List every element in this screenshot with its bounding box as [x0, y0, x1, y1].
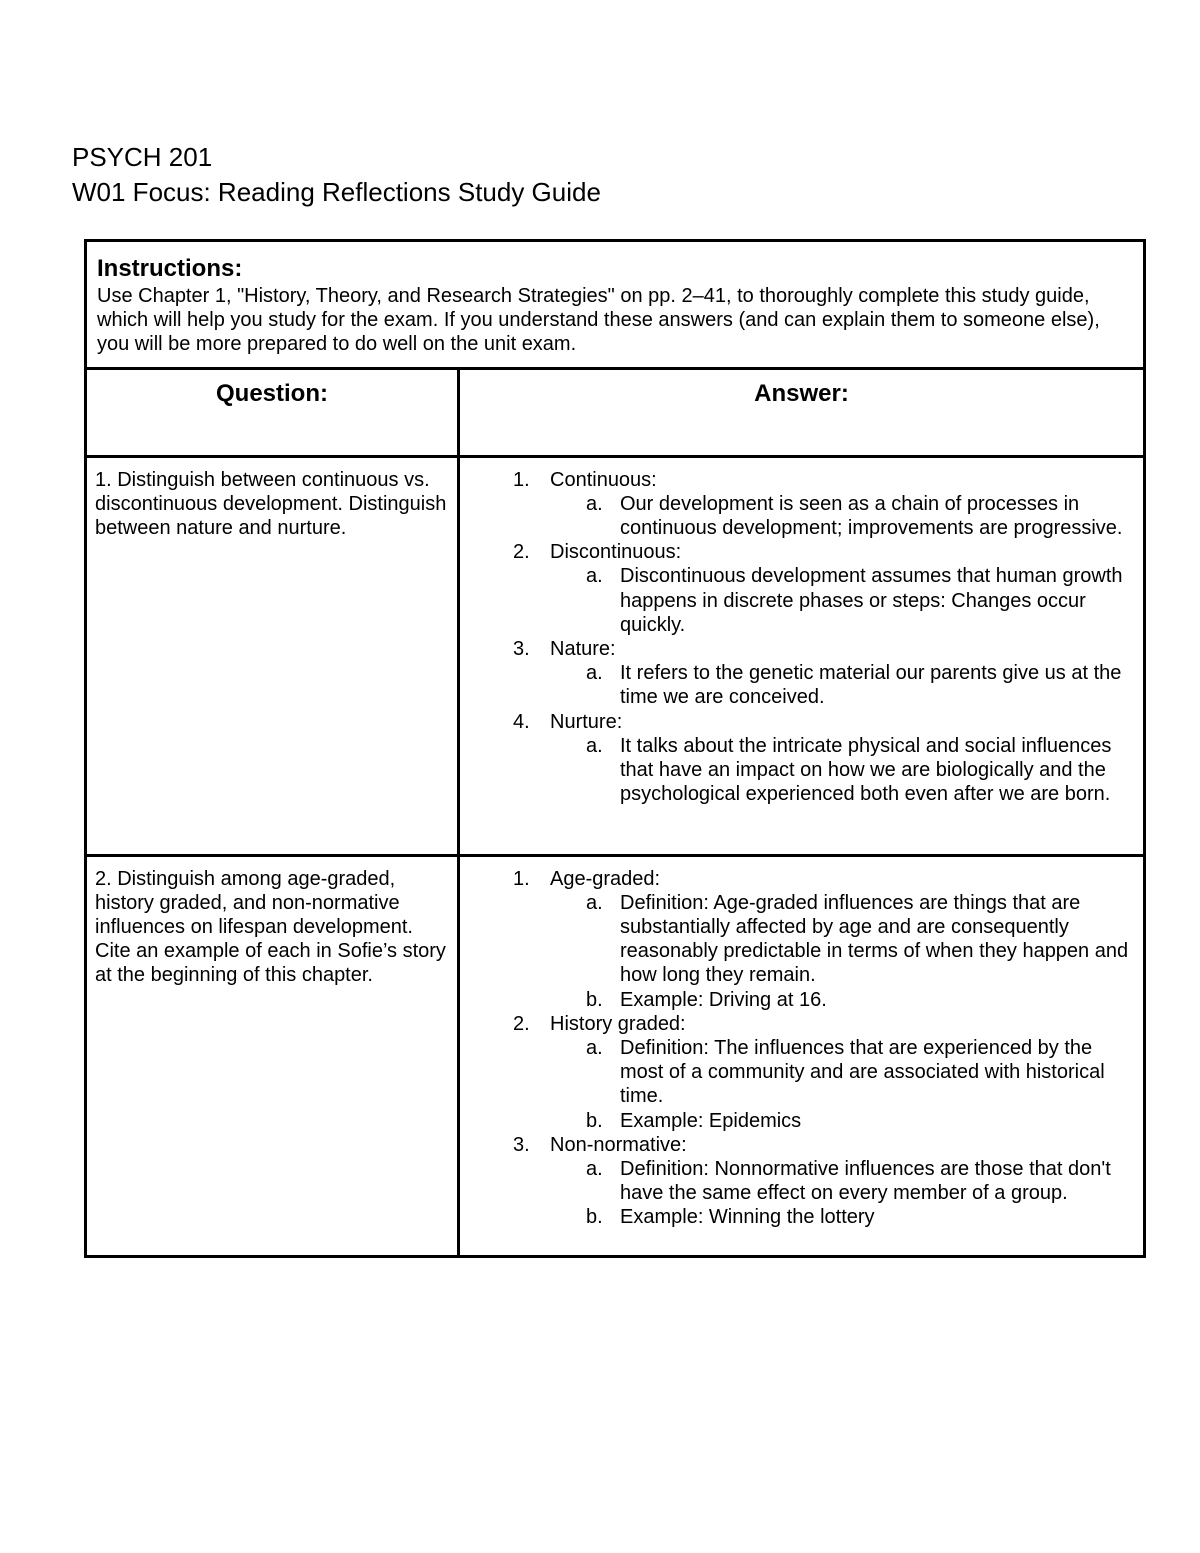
answer-cell	[459, 456, 1145, 855]
answer-cell	[459, 855, 1145, 1256]
answer-label: History graded:	[550, 1012, 686, 1035]
course-code: PSYCH 201	[72, 142, 213, 172]
sub-text: Definition: The influences that are experienced by the most of a community and are associated with historical time.	[620, 1037, 1105, 1108]
sub-text: It refers to the genetic material our parents give us at the time we are conceived.	[620, 662, 1122, 709]
answer-column-header: Answer:	[459, 368, 1145, 456]
list-marker: 1.	[513, 867, 530, 890]
sub-text: Example: Epidemics	[620, 1109, 802, 1132]
sub-item	[550, 1157, 1133, 1205]
list-marker: 3.	[513, 638, 530, 661]
sub-item	[550, 1109, 1133, 1133]
list-marker: 4.	[513, 710, 530, 733]
sub-list	[550, 891, 1133, 1012]
sub-marker: b.	[586, 1206, 603, 1229]
answer-label: Continuous:	[550, 468, 657, 491]
instructions-text: Use Chapter 1, "History, Theory, and Research Strategies" on pp. 2–41, to thoroughly complete this study guide, which will help you study for the exam. If you understand these answers (and can explain them to someone else), you will be more prepared to do well on the unit exam.	[97, 285, 1100, 356]
answer-list	[468, 468, 1133, 807]
sub-marker: a.	[586, 1037, 603, 1060]
sub-marker: a.	[586, 1158, 603, 1181]
instructions-row	[86, 241, 1145, 369]
answer-item	[468, 468, 1133, 541]
sub-marker: a.	[586, 891, 603, 914]
answer-label: Nature:	[550, 638, 616, 661]
sub-text: Example: Winning the lottery	[620, 1206, 875, 1229]
sub-item	[550, 1205, 1133, 1229]
sub-marker: a.	[586, 565, 603, 588]
sub-list	[550, 1157, 1133, 1230]
sub-marker: b.	[586, 1109, 603, 1132]
list-marker: 2.	[513, 541, 530, 564]
sub-text: Definition: Age-graded influences are things that are substantially affected by age and are consequently reasonably predictable in terms of when they happen and how long they remain.	[620, 891, 1129, 987]
sub-list	[550, 492, 1133, 540]
answer-label: Discontinuous:	[550, 541, 682, 564]
sub-item	[550, 891, 1133, 988]
sub-text: Example: Driving at 16.	[620, 988, 827, 1011]
answer-label: Age-graded:	[550, 867, 661, 890]
sub-marker: a.	[586, 734, 603, 757]
list-marker: 1.	[513, 468, 530, 491]
instructions-heading: Instructions:	[97, 255, 243, 282]
sub-marker: b.	[586, 988, 603, 1011]
sub-list	[550, 661, 1133, 709]
sub-item	[550, 1036, 1133, 1109]
answer-item	[468, 1133, 1133, 1230]
table-row	[86, 855, 1145, 1256]
list-marker: 2.	[513, 1012, 530, 1035]
answer-item	[468, 637, 1133, 710]
question-cell: 2. Distinguish among age-graded, history graded, and non-normative influences on lifespan development. Cite an example of each in Sofie’s story at the beginning of this chapter.	[86, 855, 459, 1256]
column-header-row	[86, 368, 1145, 456]
sub-text: It talks about the intricate physical and social influences that have an impact on how we are biologically and the psychological experienced both even after we are born.	[620, 734, 1112, 806]
answer-item	[468, 1012, 1133, 1133]
instructions-cell	[86, 241, 1145, 369]
document-header	[72, 140, 601, 210]
sub-text: Our development is seen as a chain of processes in continuous development; improvements are progressive.	[620, 492, 1123, 540]
answer-item	[468, 540, 1133, 637]
sub-item	[550, 492, 1133, 540]
answer-item	[468, 710, 1133, 807]
sub-text: Discontinuous development assumes that human growth happens in discrete phases or steps: Changes occur quickly.	[620, 565, 1123, 636]
document-title: W01 Focus: Reading Reflections Study Guide	[72, 177, 601, 207]
question-cell: 1. Distinguish between continuous vs. discontinuous development. Distinguish between nature and nurture.	[86, 456, 459, 855]
list-marker: 3.	[513, 1133, 530, 1156]
sub-item	[550, 564, 1133, 637]
sub-text: Definition: Nonnormative influences are those that don't have the same effect on every member of a group.	[620, 1158, 1111, 1205]
sub-list	[550, 734, 1133, 807]
sub-marker: a.	[586, 492, 603, 515]
sub-item	[550, 988, 1133, 1012]
study-guide-table	[84, 239, 1146, 1258]
table-row	[86, 456, 1145, 855]
answer-label: Non-normative:	[550, 1133, 687, 1156]
question-column-header: Question:	[86, 368, 459, 456]
answer-list	[468, 867, 1133, 1230]
answer-item	[468, 867, 1133, 1012]
answer-label: Nurture:	[550, 710, 623, 733]
sub-list	[550, 1036, 1133, 1133]
sub-item	[550, 734, 1133, 807]
sub-list	[550, 564, 1133, 637]
sub-item	[550, 661, 1133, 709]
sub-marker: a.	[586, 662, 603, 685]
